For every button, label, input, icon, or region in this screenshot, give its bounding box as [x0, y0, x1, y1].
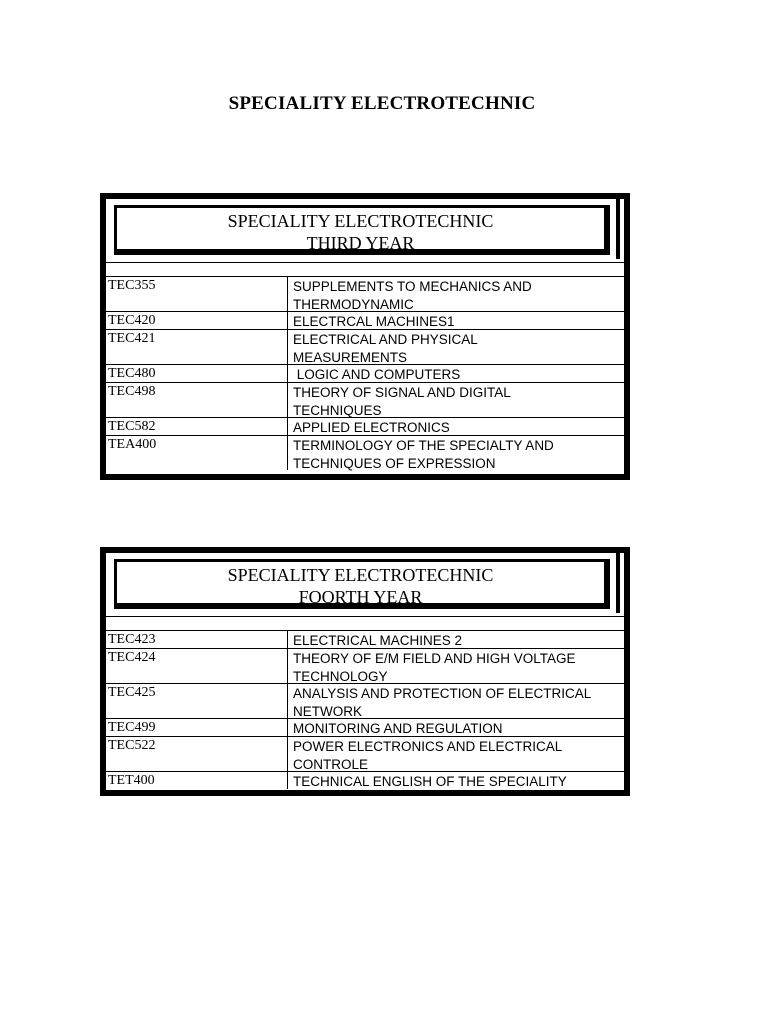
third-year-table — [100, 193, 630, 480]
table-header-title: SPECIALITY ELECTROTECHNIC — [227, 565, 494, 585]
column-divider — [287, 631, 288, 648]
column-divider — [287, 737, 288, 771]
column-divider — [287, 772, 288, 789]
course-code: TEC421 — [108, 331, 156, 346]
table-row — [106, 311, 624, 329]
course-name: THEORY OF SIGNAL AND DIGITAL TECHNIQUES — [293, 385, 511, 418]
column-divider — [287, 277, 288, 311]
header-divider — [106, 262, 624, 263]
table-row — [106, 718, 624, 736]
column-divider — [287, 418, 288, 435]
table-row — [106, 276, 624, 311]
course-code: TEC420 — [108, 313, 156, 328]
course-name: APPLIED ELECTRONICS — [293, 420, 450, 435]
course-code: TEC499 — [108, 720, 156, 735]
course-code: TEC480 — [108, 366, 156, 381]
page-title: SPECIALITY ELECTROTECHNIC — [228, 93, 536, 114]
table-row — [106, 417, 624, 435]
column-divider — [287, 312, 288, 329]
table-row — [106, 435, 624, 470]
course-code: TEC582 — [108, 419, 156, 434]
table-row — [106, 683, 624, 718]
table-header — [114, 559, 610, 609]
table-header-year: THIRD YEAR — [306, 233, 415, 253]
column-divider — [287, 436, 288, 470]
header-shadow-bar — [616, 553, 620, 613]
course-name: ELECTRCAL MACHINES1 — [293, 314, 455, 329]
course-name: ELECTRICAL AND PHYSICAL MEASUREMENTS — [293, 332, 478, 365]
table-row — [106, 364, 624, 382]
table-row — [106, 736, 624, 771]
course-name: SUPPLEMENTS TO MECHANICS AND THERMODYNAMIC — [293, 279, 532, 312]
table-row — [106, 329, 624, 364]
column-divider — [287, 383, 288, 417]
course-code: TEC424 — [108, 650, 156, 665]
fourth-year-table — [100, 547, 630, 796]
course-code: TEC425 — [108, 685, 156, 700]
course-name: ELECTRICAL MACHINES 2 — [293, 633, 463, 648]
course-name: THEORY OF E/M FIELD AND HIGH VOLTAGE TECHNOLOGY — [293, 651, 576, 684]
course-code: TEC423 — [108, 632, 156, 647]
course-code: TEA400 — [108, 437, 157, 452]
course-name: TECHNICAL ENGLISH OF THE SPECIALITY — [293, 774, 567, 789]
table-row — [106, 382, 624, 417]
table-header — [114, 205, 610, 255]
column-divider — [287, 684, 288, 718]
column-divider — [287, 330, 288, 364]
course-code: TEC355 — [108, 278, 156, 293]
column-divider — [287, 649, 288, 683]
course-name: MONITORING AND REGULATION — [293, 721, 503, 736]
table-row — [106, 630, 624, 648]
course-name: LOGIC AND COMPUTERS — [293, 367, 461, 382]
course-code: TET400 — [108, 773, 155, 788]
course-name: POWER ELECTRONICS AND ELECTRICAL CONTROLE — [293, 739, 563, 772]
column-divider — [287, 719, 288, 736]
table-row — [106, 648, 624, 683]
column-divider — [287, 365, 288, 382]
course-code: TEC498 — [108, 384, 156, 399]
table-header-title: SPECIALITY ELECTROTECHNIC — [227, 211, 494, 231]
table-row — [106, 771, 624, 789]
header-shadow-bar — [616, 199, 620, 259]
course-name: TERMINOLOGY OF THE SPECIALTY AND TECHNIQUES OF EXPRESSION — [293, 438, 554, 471]
course-name: ANALYSIS AND PROTECTION OF ELECTRICAL NETWORK — [293, 686, 592, 719]
course-code: TEC522 — [108, 738, 156, 753]
table-header-year: FOORTH YEAR — [298, 587, 423, 607]
header-divider — [106, 616, 624, 617]
